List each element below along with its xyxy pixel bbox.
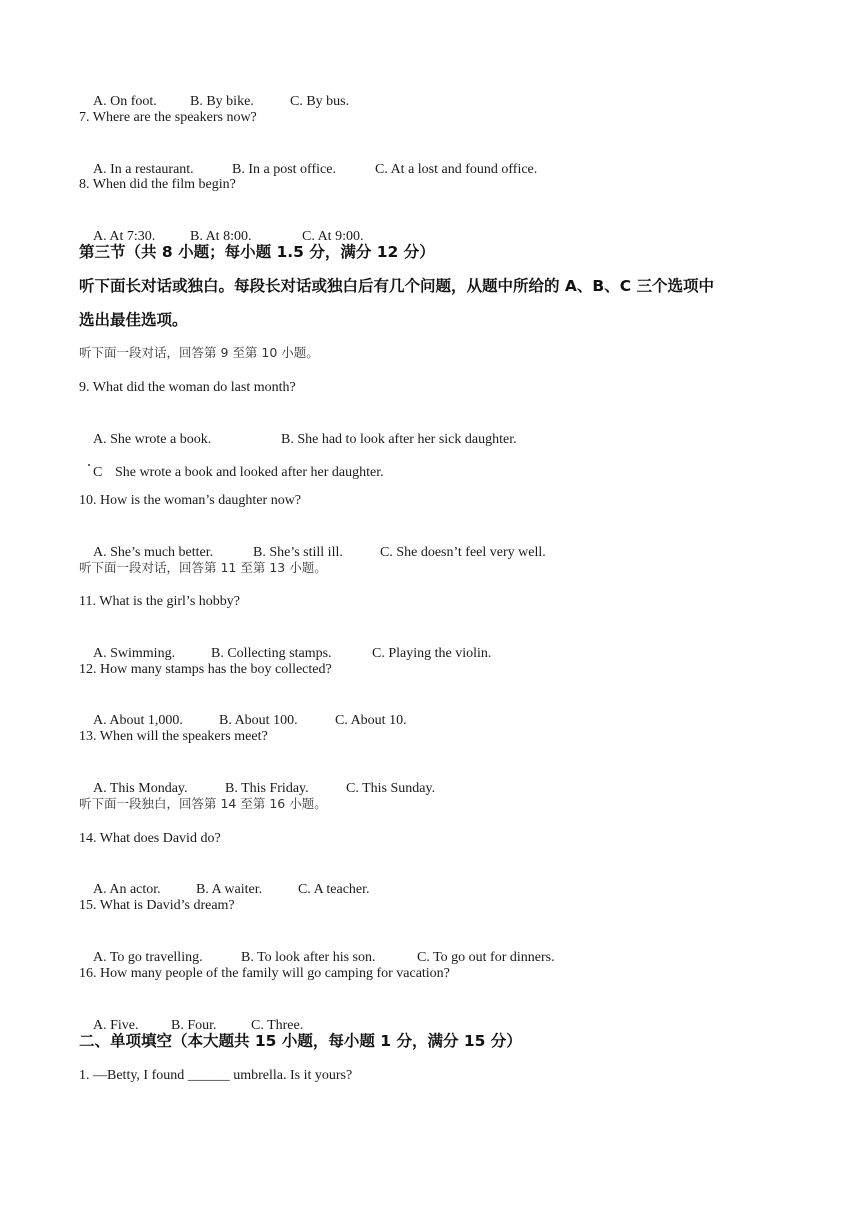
option-a: A. In a restaurant. <box>93 162 194 177</box>
option-a: A. At 7:30. <box>93 229 156 244</box>
option-b: B. She had to look after her sick daughter. <box>281 432 517 447</box>
option-c: C. By bus. <box>290 94 350 109</box>
option-c: C. Playing the violin. <box>372 646 492 661</box>
option-b: B. At 8:00. <box>190 229 252 244</box>
option-a: A. Five. <box>93 1018 139 1033</box>
option-a: A. To go travelling. <box>93 950 203 965</box>
section-3-instructions-line-2: 选出最佳选项。 <box>79 311 188 329</box>
question-9: 9. What did the woman do last month? <box>79 380 296 395</box>
option-c: C. About 10. <box>335 713 407 728</box>
option-b: B. A waiter. <box>196 882 263 897</box>
question-11: 11. What is the girl’s hobby? <box>79 594 240 609</box>
stray-dot <box>88 464 90 466</box>
option-a: A. She wrote a book. <box>93 432 212 447</box>
option-a: A. On foot. <box>93 94 157 109</box>
option-c: C. This Sunday. <box>346 781 436 796</box>
option-c: C. A teacher. <box>298 882 370 897</box>
option-a: A. She’s much better. <box>93 545 214 560</box>
option-b: B. About 100. <box>219 713 298 728</box>
option-a: A. Swimming. <box>93 646 176 661</box>
question-7: 7. Where are the speakers now? <box>79 110 257 125</box>
option-b: B. She’s still ill. <box>253 545 343 560</box>
option-a: A. An actor. <box>93 882 161 897</box>
option-c-letter: C <box>93 465 103 480</box>
option-c-text: She wrote a book and looked after her daughter. <box>115 465 384 480</box>
dialog-note-11-13: 听下面一段对话，回答第 11 至第 13 小题。 <box>79 560 327 575</box>
option-b: B. In a post office. <box>232 162 336 177</box>
section-3-instructions-line-1: 听下面长对话或独白。每段长对话或独白后有几个问题，从题中所给的 A、B、C 三个选项中 <box>79 277 714 295</box>
dialog-note-9-10: 听下面一段对话，回答第 9 至第 10 小题。 <box>79 345 319 360</box>
question-16: 16. How many people of the family will go camping for vacation? <box>79 966 450 981</box>
section-3-title: 第三节（共 8 小题；每小题 1.5 分，满分 12 分） <box>79 243 435 261</box>
question-12: 12. How many stamps has the boy collected? <box>79 662 332 677</box>
option-b: B. This Friday. <box>225 781 309 796</box>
option-b: B. By bike. <box>190 94 254 109</box>
question-14: 14. What does David do? <box>79 831 221 846</box>
question-15: 15. What is David’s dream? <box>79 898 235 913</box>
option-a: A. About 1,000. <box>93 713 183 728</box>
option-c: C. At 9:00. <box>302 229 364 244</box>
option-b: B. Four. <box>171 1018 217 1033</box>
part-2-question-1: 1. —Betty, I found ______ umbrella. Is it yours? <box>79 1068 353 1083</box>
part-2-title: 二、单项填空（本大题共 15 小题，每小题 1 分，满分 15 分） <box>79 1032 522 1050</box>
option-b: B. Collecting stamps. <box>211 646 332 661</box>
option-c: C. At a lost and found office. <box>375 162 538 177</box>
question-13: 13. When will the speakers meet? <box>79 729 268 744</box>
question-8: 8. When did the film begin? <box>79 177 236 192</box>
option-c: C. She doesn’t feel very well. <box>380 545 546 560</box>
option-c: C. Three. <box>251 1018 304 1033</box>
option-c: C. To go out for dinners. <box>417 950 555 965</box>
option-a: A. This Monday. <box>93 781 188 796</box>
question-10: 10. How is the woman’s daughter now? <box>79 493 302 508</box>
monologue-note-14-16: 听下面一段独白，回答第 14 至第 16 小题。 <box>79 796 327 811</box>
option-b: B. To look after his son. <box>241 950 376 965</box>
